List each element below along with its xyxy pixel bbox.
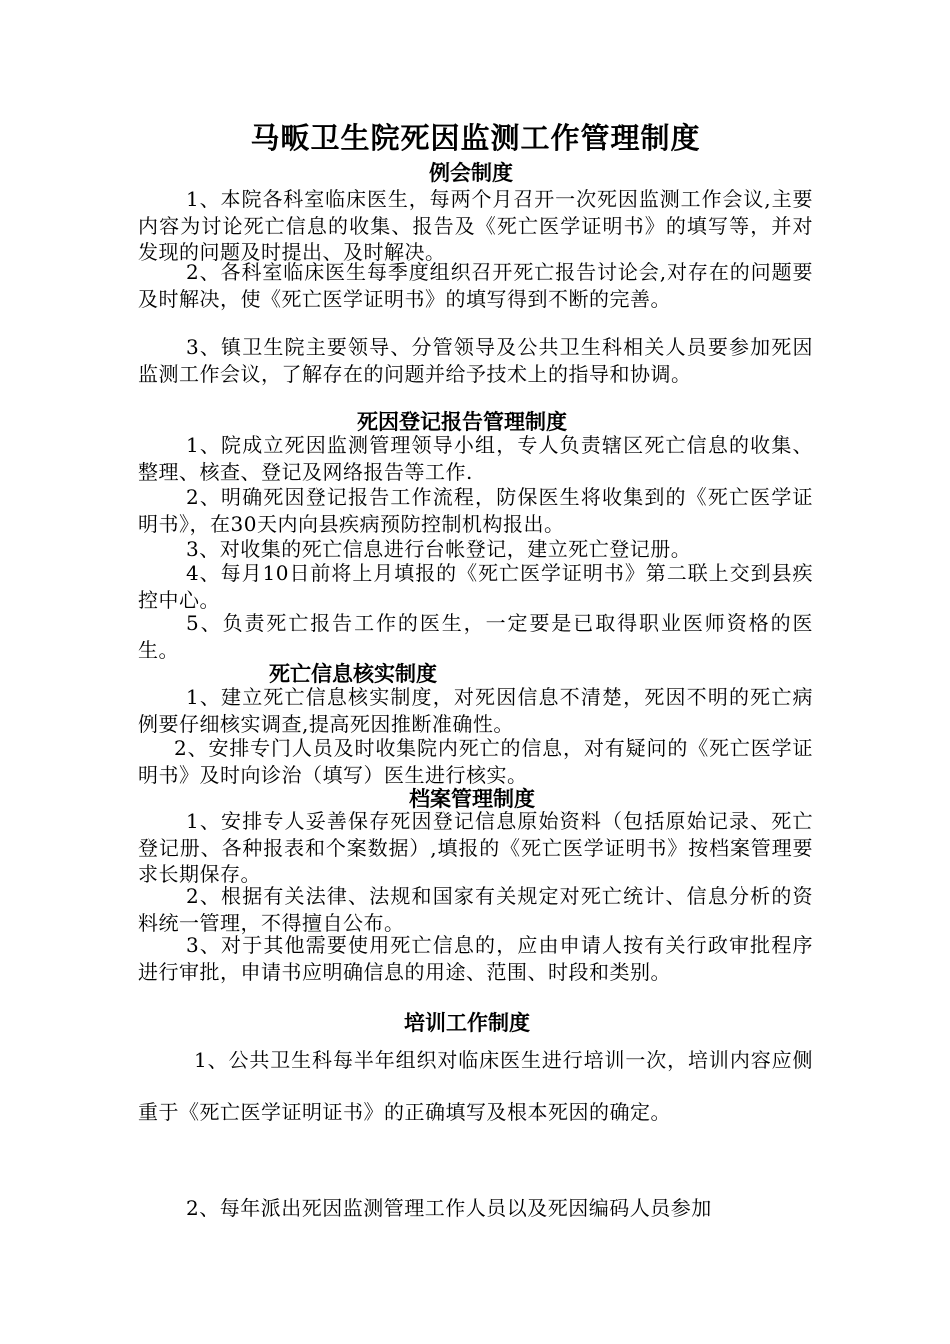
section-heading-registration: 死因登记报告管理制度 (357, 409, 567, 434)
paragraph: 3、对于其他需要使用死亡信息的，应由申请人按有关行政审批程序进行审批，申请书应明确信息的用途、范围、时段和类别。 (138, 933, 813, 984)
paragraph: 2、各科室临床医生每季度组织召开死亡报告讨论会,对存在的问题要及时解决，使《死亡医学证明书》的填写得到不断的完善。 (138, 260, 813, 311)
paragraph: 2、根据有关法律、法规和国家有关规定对死亡统计、信息分析的资料统一管理，不得擅自公布。 (138, 884, 813, 935)
section-heading-verification: 死亡信息核实制度 (269, 661, 437, 686)
document-title: 马畈卫生院死因监测工作管理制度 (250, 121, 701, 155)
paragraph: 1、安排专人妥善保存死因登记信息原始资料（包括原始记录、死亡登记册、各种报表和个案数据）,填报的《死亡医学证明书》按档案管理要求长期保存。 (138, 809, 813, 886)
section-heading-meeting: 例会制度 (429, 160, 513, 185)
paragraph: 4、每月10日前将上月填报的《死亡医学证明书》第二联上交到县疾控中心。 (138, 561, 813, 612)
section-heading-archives: 档案管理制度 (409, 786, 535, 811)
paragraph: 5、负责死亡报告工作的医生，一定要是已取得职业医师资格的医生。 (138, 611, 813, 662)
paragraph: 1、公共卫生科每半年组织对临床医生进行培训一次，培训内容应侧重于《死亡医学证明证书》的正确填写及根本死因的确定。 (138, 1048, 813, 1124)
paragraph: 1、建立死亡信息核实制度，对死因信息不清楚，死因不明的死亡病例要仔细核实调查,提高死因推断准确性。 (138, 685, 813, 736)
paragraph: 3、镇卫生院主要领导、分管领导及公共卫生科相关人员要参加死因监测工作会议，了解存在的问题并给予技术上的指导和协调。 (138, 335, 813, 386)
paragraph: 1、院成立死因监测管理领导小组，专人负责辖区死亡信息的收集、整理、核查、登记及网络报告等工作. (138, 433, 813, 484)
paragraph: 3、对收集的死亡信息进行台帐登记，建立死亡登记册。 (186, 537, 692, 561)
paragraph: 1、本院各科室临床医生，每两个月召开一次死因监测工作会议,主要内容为讨论死亡信息的收集、报告及《死亡医学证明书》的填写等，并对发现的问题及时提出、及时解决。 (138, 187, 813, 264)
section-heading-training: 培训工作制度 (404, 1010, 530, 1035)
paragraph: 2、明确死因登记报告工作流程，防保医生将收集到的《死亡医学证明书》，在30天内向县疾病预防控制机构报出。 (138, 485, 813, 536)
paragraph: 2、每年派出死因监测管理工作人员以及死因编码人员参加 (186, 1196, 712, 1220)
paragraph: 2、安排专门人员及时收集院内死亡的信息，对有疑问的《死亡医学证明书》及时向诊治（填写）医生进行核实。 (138, 736, 813, 787)
